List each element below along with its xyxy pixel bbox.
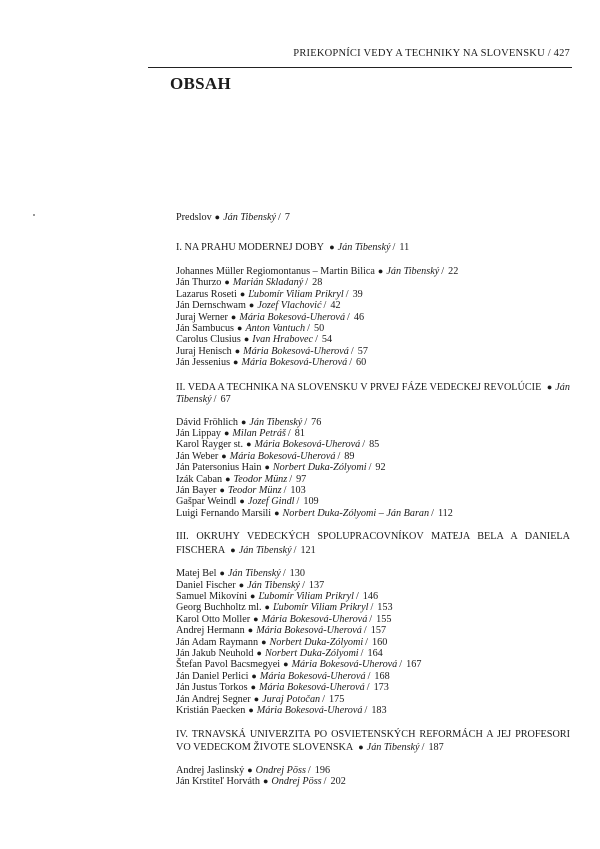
bullet-icon: ●: [261, 636, 267, 647]
entry-page: 60: [356, 357, 367, 369]
entry-page: 81: [294, 427, 305, 439]
toc-entry: [176, 671, 570, 682]
bullet-icon: ●: [546, 381, 553, 392]
entry-separator: /: [366, 682, 370, 694]
bullet-icon: ●: [329, 242, 335, 253]
entry-name: Andrej Hermann: [176, 625, 245, 637]
toc-entry: [176, 625, 570, 636]
bullet-icon: ●: [219, 568, 225, 579]
entry-name: Štefan Pavol Bacsmegyei: [176, 659, 281, 671]
entry-page: 155: [376, 613, 392, 625]
bullet-icon: ●: [358, 742, 364, 752]
toc-entry: [176, 277, 570, 288]
entry-separator: /: [392, 242, 396, 254]
entry-author: Marián Skladaný: [232, 277, 304, 289]
bullet-icon: ●: [240, 416, 247, 427]
bullet-icon: ●: [223, 427, 230, 438]
toc-entry: [176, 705, 570, 716]
entry-name: Luigi Fernando Marsili: [176, 507, 272, 519]
section-title: III. OKRUHY VEDECKÝCH SPOLUPRACOVNÍKOV MATEJA BELA A DANIELA FISCHERA: [176, 531, 570, 556]
bullet-icon: ●: [274, 507, 280, 518]
entry-separator: /: [362, 439, 366, 451]
page-number: 427: [553, 48, 570, 59]
entry-author: Juraj Potočan: [262, 693, 321, 705]
toc-entry: [176, 417, 570, 428]
bullet-icon: ●: [248, 705, 254, 716]
toc-entry: [176, 648, 570, 659]
entry-page: 39: [352, 288, 363, 300]
section-spacer: [176, 557, 570, 568]
entry-author: Ľubomír Viliam Prikryl: [248, 288, 344, 300]
entry-name: Ján Jessenius: [176, 357, 231, 369]
entry-name: Ján Bayer: [176, 485, 217, 496]
toc-entry: [176, 765, 570, 776]
toc-entry: [176, 266, 570, 277]
entry-author: Ján Tibenský: [247, 579, 301, 591]
toc-entry: [176, 485, 570, 496]
toc-entry: [176, 580, 570, 591]
toc-entry: [176, 602, 570, 613]
entry-separator: /: [293, 544, 297, 556]
toc-entry: [176, 428, 570, 439]
entry-separator: /: [315, 334, 318, 346]
toc-entry: [176, 776, 570, 787]
toc-entry: [176, 496, 570, 507]
bullet-icon: ●: [225, 473, 231, 484]
bullet-icon: ●: [264, 462, 270, 473]
entry-separator: /: [283, 485, 287, 496]
entry-name: Matej Bel: [176, 568, 217, 580]
entry-page: 167: [406, 659, 422, 671]
entry-separator: /: [296, 496, 300, 508]
entry-name: Karol Otto Moller: [176, 613, 251, 625]
entry-author: Mária Bokesová-Uherová: [259, 670, 366, 682]
section-author: Ján Tibenský: [176, 381, 570, 406]
bullet-icon: ●: [247, 625, 254, 636]
section-spacer: [176, 223, 570, 241]
bullet-icon: ●: [264, 602, 270, 613]
section-page: 121: [300, 544, 316, 556]
entry-author: Mária Bokesová-Uherová: [259, 682, 365, 694]
entry-author: Teodor Münz: [233, 473, 288, 485]
entry-page: 42: [330, 300, 341, 312]
entry-name: Daniel Fischer: [176, 579, 236, 591]
entry-name: Georg Buchholtz ml.: [176, 602, 262, 614]
entry-separator: /: [441, 265, 445, 277]
entry-name: Dávid Fröhlich: [176, 416, 238, 428]
toc-entry: [176, 614, 570, 625]
toc-entry: [176, 474, 570, 485]
entry-page: 103: [290, 485, 306, 496]
entry-page: 183: [371, 705, 387, 717]
entry-author: Mária Bokesová-Uherová: [239, 311, 346, 323]
entry-page: 28: [312, 277, 323, 289]
bullet-icon: ●: [253, 693, 260, 704]
entry-separator: /: [364, 705, 368, 717]
toc-entry: [176, 508, 570, 519]
entry-page: 85: [369, 439, 380, 451]
entry-separator: /: [370, 602, 374, 614]
entry-separator: /: [287, 427, 291, 439]
toc-entry: [176, 334, 570, 345]
toc-entry: [176, 451, 570, 462]
entry-page: 196: [314, 764, 331, 776]
running-header: [172, 48, 570, 59]
entry-separator: /: [213, 394, 217, 406]
toc-entry: [176, 568, 570, 579]
bullet-icon: ●: [239, 496, 245, 507]
entry-separator: /: [421, 742, 425, 753]
toc-entry: [176, 439, 570, 450]
section-author: Ján Tibenský: [366, 742, 420, 753]
entry-author: Norbert Duka-Zólyomi: [269, 636, 364, 648]
entry-separator: /: [304, 416, 308, 428]
entry-author: Ján Tibenský: [223, 212, 277, 223]
bullet-icon: ●: [230, 544, 236, 555]
section-heading: [176, 381, 570, 407]
entry-separator: /: [345, 288, 349, 300]
entry-name: Ján Thurzo: [176, 277, 222, 289]
entry-author: Anton Vantuch: [245, 322, 306, 334]
bullet-icon: ●: [250, 682, 256, 693]
entry-page: 112: [437, 507, 453, 519]
section-spacer: [176, 755, 570, 765]
toc-entry: [176, 694, 570, 705]
section-spacer: [176, 369, 570, 381]
entry-separator: /: [302, 579, 305, 591]
toc-entry: [176, 591, 570, 602]
entry-author: Ján Tibenský: [386, 265, 440, 277]
entry-author: Ľubomír Viliam Prikryl: [272, 602, 369, 614]
entry-author: Ondrej Pöss: [271, 775, 322, 787]
entry-page: 146: [362, 591, 379, 603]
entry-author: Jozef Vlachović: [257, 300, 322, 312]
entry-name: Ján Jakub Neuhold: [176, 648, 254, 660]
bullet-icon: ●: [230, 311, 237, 322]
entry-separator: /: [305, 277, 309, 289]
section-heading: [176, 531, 570, 557]
entry-author: Ján Tibenský: [249, 416, 303, 428]
entry-page: 153: [377, 602, 393, 614]
entry-author: Mária Bokesová-Uherová: [241, 357, 348, 369]
entry-separator: /: [322, 693, 325, 705]
bullet-icon: ●: [256, 648, 262, 659]
entry-author: Teodor Münz: [227, 485, 282, 496]
entry-separator: /: [431, 507, 434, 519]
entry-name: Karol Rayger st.: [176, 439, 244, 451]
entry-page: 46: [353, 311, 365, 323]
entry-author: Norbert Duka-Zólyomi: [272, 462, 367, 474]
bullet-icon: ●: [234, 345, 241, 356]
entry-separator: /: [307, 764, 311, 776]
entry-page: 175: [329, 693, 345, 705]
toc-section: [176, 223, 570, 368]
entry-name: Ján Sambucus: [176, 322, 235, 334]
entry-page: 57: [357, 345, 368, 357]
toc-entry: [176, 659, 570, 670]
entry-page: 157: [370, 625, 387, 637]
toc-section: [176, 519, 570, 716]
section-spacer: [176, 407, 570, 417]
entry-name: Johannes Müller Regiomontanus – Martin Bilica: [176, 265, 375, 277]
bullet-icon: ●: [221, 450, 227, 461]
entry-page: 109: [303, 496, 319, 508]
section-page: 11: [399, 242, 410, 254]
entry-page: 137: [308, 579, 325, 591]
section-author: Ján Tibenský: [238, 544, 292, 556]
bullet-icon: ●: [250, 591, 256, 602]
entry-author: Norbert Duka-Zólyomi – Ján Baran: [282, 507, 430, 519]
entry-name: Kristián Paecken: [176, 705, 246, 717]
entry-separator: /: [355, 591, 359, 603]
entry-separator: /: [367, 670, 371, 682]
bullet-icon: ●: [233, 357, 239, 368]
sections: [176, 223, 570, 787]
entry-page: 202: [330, 775, 346, 787]
entry-separator: /: [323, 775, 327, 787]
section-heading: [176, 729, 570, 755]
bullet-icon: ●: [377, 265, 384, 276]
entry-separator: /: [307, 322, 310, 334]
entry-name: Ján Dernschwam: [176, 300, 246, 312]
entry-author: Mária Bokesová-Uherová: [243, 345, 349, 357]
entry-author: Mária Bokesová-Uherová: [256, 705, 363, 717]
entry-separator: /: [349, 357, 353, 369]
section-page: 67: [220, 394, 231, 406]
entry-page: 7: [284, 212, 290, 223]
entry-name: Lazarus Roseti: [176, 288, 237, 300]
section-page: 187: [428, 742, 444, 753]
toc-entry: [176, 462, 570, 473]
preface-entry: [176, 212, 570, 223]
entry-page: 164: [367, 648, 383, 660]
entry-separator: /: [360, 648, 364, 660]
section-spacer: [176, 717, 570, 729]
bullet-icon: ●: [247, 764, 253, 775]
entry-separator: /: [347, 311, 350, 323]
entry-name: Ján Daniel Perlici: [176, 670, 249, 682]
header-rule: [148, 67, 572, 68]
entry-name: Ján Patersonius Hain: [176, 462, 262, 474]
bullet-icon: ●: [251, 670, 257, 681]
entry-author: Ivan Hrabovec: [252, 334, 314, 346]
bullet-icon: ●: [253, 613, 259, 624]
bullet-icon: ●: [262, 775, 269, 786]
entry-separator: /: [363, 625, 367, 637]
entry-separator: /: [323, 300, 327, 312]
entry-separator: /: [365, 636, 369, 648]
entry-name: Gašpar Weindl: [176, 496, 237, 508]
entry-page: 97: [296, 473, 307, 485]
entry-page: 92: [375, 462, 386, 474]
running-title: PRIEKOPNÍCI VEDY A TECHNIKY NA SLOVENSKU: [293, 48, 545, 59]
section-author: Ján Tibenský: [337, 242, 391, 254]
entry-page: 160: [372, 636, 388, 648]
bullet-icon: ●: [239, 288, 246, 299]
bullet-icon: ●: [243, 334, 250, 345]
margin-speck: [33, 214, 35, 216]
entry-author: Mária Bokesová-Uherová: [256, 625, 362, 637]
entry-separator: /: [399, 659, 403, 671]
toc-entry: [176, 357, 570, 368]
toc-entry: [176, 637, 570, 648]
entry-author: Mária Bokesová-Uherová: [229, 450, 336, 462]
page-title: OBSAH: [170, 74, 232, 93]
entry-page: 76: [311, 416, 322, 428]
entry-author: Ján Tibenský: [227, 568, 281, 580]
entry-separator: /: [369, 613, 373, 625]
toc-entry: [176, 289, 570, 300]
entry-name: Andrej Jaslinský: [176, 764, 245, 776]
bullet-icon: ●: [214, 212, 221, 222]
table-of-contents: [176, 212, 570, 787]
entry-author: Ondrej Pöss: [255, 764, 306, 776]
bullet-icon: ●: [238, 579, 245, 590]
entry-name: Ján Andrej Segner: [176, 693, 251, 705]
bullet-icon: ●: [237, 322, 243, 333]
entry-author: Mária Bokesová-Uherová: [261, 613, 368, 625]
toc-entry: [176, 682, 570, 693]
bullet-icon: ●: [248, 300, 255, 311]
entry-author: Ľubomír Viliam Prikryl: [258, 591, 354, 603]
entry-page: 89: [344, 450, 355, 462]
entry-author: Mária Bokesová-Uherová: [291, 659, 398, 671]
entry-page: 130: [289, 568, 305, 580]
bullet-icon: ●: [224, 277, 230, 288]
entry-name: Ján Krstiteľ Horváth: [176, 775, 260, 787]
entry-name: Ján Adam Raymann: [176, 636, 259, 648]
entry-page: 173: [373, 682, 389, 694]
entry-author: Mária Bokesová-Uherová: [254, 439, 361, 451]
entry-name: Ján Justus Torkos: [176, 682, 248, 694]
section-title: IV. TRNAVSKÁ UNIVERZITA PO OSVIETENSKÝCH REFORMÁCH A JEJ PROFESORI VO VEDECKOM ŽIVOTE SLOVENSKA: [176, 728, 570, 753]
entry-page: 168: [374, 670, 390, 682]
entry-author: Norbert Duka-Zólyomi: [264, 648, 359, 660]
bullet-icon: ●: [246, 439, 252, 450]
toc-entry: [176, 300, 570, 311]
entry-name: Predslov: [176, 212, 212, 223]
toc-entry: [176, 312, 570, 323]
entry-name: Izák Caban: [176, 473, 223, 485]
entry-name: Samuel Mikovíni: [176, 591, 248, 603]
entry-name: Juraj Henisch: [176, 345, 232, 357]
bullet-icon: ●: [283, 659, 289, 670]
section-heading: [176, 241, 570, 255]
toc-section: [176, 717, 570, 788]
entry-name: Ján Weber: [176, 450, 219, 462]
entry-separator: /: [289, 473, 293, 485]
entry-separator: /: [282, 568, 286, 580]
entry-page: 54: [321, 334, 333, 346]
running-separator: /: [547, 48, 551, 59]
entry-separator: /: [278, 212, 281, 223]
section-title: I. NA PRAHU MODERNEJ DOBY: [176, 242, 324, 254]
toc-section: [176, 369, 570, 520]
entry-page: 50: [314, 322, 325, 334]
entry-name: Juraj Werner: [176, 311, 228, 323]
toc-entry: [176, 346, 570, 357]
section-title: II. VEDA A TECHNIKA NA SLOVENSKU V PRVEJ FÁZE VEDECKEJ REVOLÚCIE: [176, 381, 542, 393]
toc-entry: [176, 323, 570, 334]
entry-name: Carolus Clusius: [176, 334, 241, 346]
entry-separator: /: [368, 462, 372, 474]
bullet-icon: ●: [219, 485, 225, 495]
entry-author: Milan Petráš: [232, 427, 286, 439]
entry-separator: /: [337, 450, 341, 462]
section-spacer: [176, 519, 570, 531]
section-spacer: [176, 255, 570, 266]
entry-author: Jozef Gindl: [247, 496, 295, 508]
entry-page: 22: [448, 265, 459, 277]
entry-name: Ján Lippay: [176, 427, 221, 439]
entry-separator: /: [350, 345, 354, 357]
